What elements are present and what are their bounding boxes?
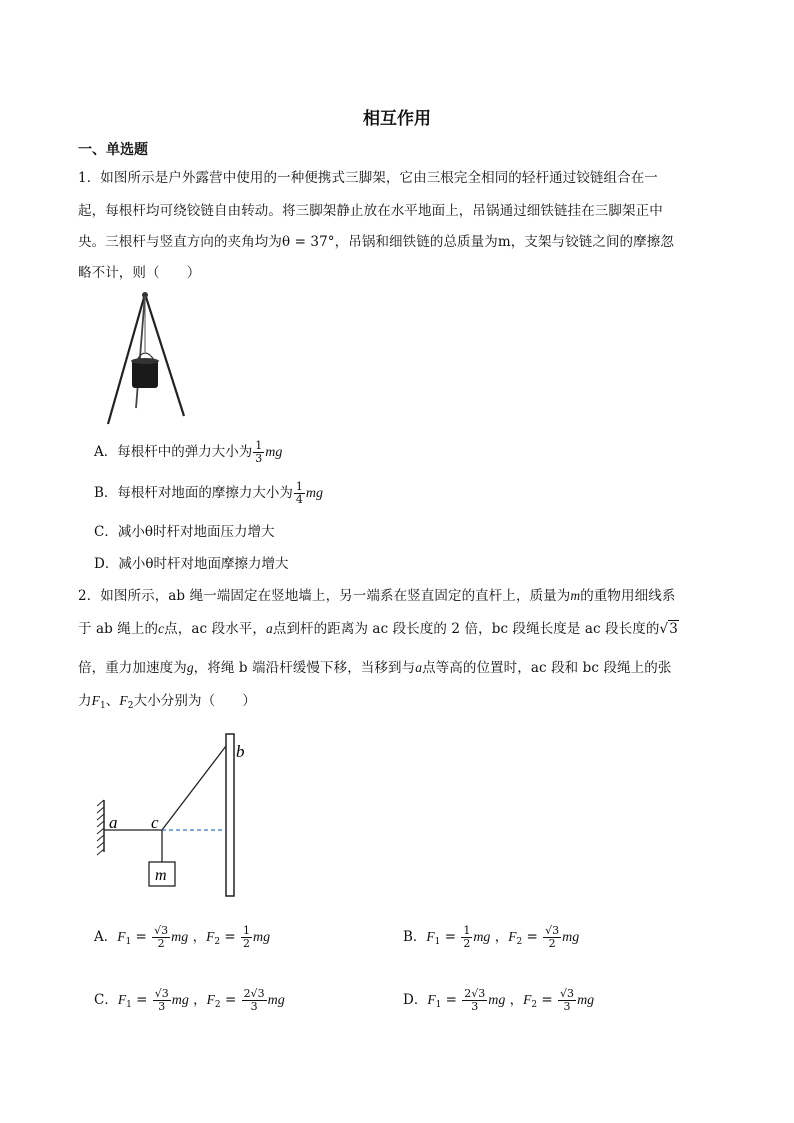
subscript: 2 <box>516 937 523 947</box>
math-a: a <box>265 621 273 636</box>
q2-line-2-text: 于 ab 绳上的 <box>78 621 159 637</box>
math-F1: F <box>117 992 127 1007</box>
label-c: c <box>151 813 159 832</box>
math-F1: F <box>427 992 436 1007</box>
mg-symbol: mg <box>562 930 580 945</box>
q2-option-a[interactable]: A．$F_1$ = $\frac{√3}{2}$ mg ，$F_2$ = $\frac{1}{2}$ mg <box>94 924 271 950</box>
subscript: 1 <box>126 1000 132 1010</box>
q1-option-c[interactable]: C．减小θ时杆对地面压力增大 <box>94 524 275 540</box>
fraction-numerator: 1 <box>463 924 471 937</box>
fraction-denominator: 2 <box>157 937 165 950</box>
q2-line-4-sep: 、 <box>105 693 120 709</box>
fraction <box>242 988 267 1013</box>
separator: ， <box>193 992 207 1008</box>
q1-line-2: 起，每根杆均可绕铰链自由转动。将三脚架静止放在水平地面上，吊锅通过细铁链挂在三脚架正中 <box>78 203 663 219</box>
mg-symbol: mg <box>473 930 491 945</box>
q2-line-4-text-end: 大小分别为（ ） <box>133 693 256 709</box>
q2-line-3 <box>78 656 671 676</box>
fraction <box>558 988 576 1013</box>
q1-line-3: 央。三根杆与竖直方向的夹角均为θ = 37°，吊锅和细铁链的总质量为m，支架与铰链之间的摩擦忽 <box>78 234 674 250</box>
q2-option-c[interactable]: C．$F_1$ = $\frac{√3}{3}$ mg ，$F_2$ = $\frac{2√3}{3}$ mg <box>94 987 285 1013</box>
subscript: 2 <box>214 937 221 947</box>
q1-option-a[interactable] <box>94 440 282 465</box>
mg-symbol: mg <box>577 993 595 1008</box>
fraction-denominator: 3 <box>563 1000 571 1013</box>
mg-symbol: mg <box>171 930 189 945</box>
subscript: 2 <box>127 701 134 711</box>
fraction-numerator: √3 <box>154 987 169 1000</box>
subscript: 1 <box>434 937 441 947</box>
fraction-numerator: √3 <box>545 924 560 937</box>
fraction-denominator: 3 <box>255 452 263 465</box>
q1-option-a-text: A．每根杆中的弹力大小为 <box>94 444 253 460</box>
q2-line-1 <box>78 584 675 604</box>
fraction-denominator: 2 <box>242 937 250 950</box>
subscript: 1 <box>99 701 106 711</box>
mg-symbol: mg <box>267 993 285 1008</box>
mg-symbol: mg <box>252 930 271 945</box>
fraction-denominator: 4 <box>295 493 303 506</box>
q2-line-3-text-mid: ，将绳 b 端沿杆缓慢下移，当移到与 <box>193 660 416 676</box>
q1-option-b[interactable] <box>94 481 323 506</box>
math-F1: F <box>91 693 100 708</box>
fraction <box>152 925 170 950</box>
q2-line-1-text: 2．如图所示，ab 绳一端固定在竖地墙上，另一端系在竖直固定的直杆上，质量为 <box>78 588 571 604</box>
fraction <box>294 481 305 506</box>
q2-option-d[interactable]: D．$F_1$ = $\frac{2√3}{3}$ mg ，$F_2$ = $\frac{√3}{3}$ mg <box>403 987 595 1013</box>
page-title: 相互作用 <box>363 109 431 129</box>
math-g: g <box>186 660 194 675</box>
q2-line-3-text: 倍，重力加速度为 <box>78 660 187 676</box>
option-label: C． <box>94 992 118 1008</box>
q2-line-4-text: 力 <box>78 693 92 709</box>
math-m: m <box>570 588 581 603</box>
fraction <box>253 440 264 465</box>
fraction-numerator: 2√3 <box>243 987 265 1000</box>
math-F2: F <box>206 992 215 1007</box>
fraction <box>462 988 487 1013</box>
q1-option-b-text: B．每根杆对地面的摩擦力大小为 <box>94 485 293 501</box>
subscript: 2 <box>531 1000 538 1010</box>
mg-symbol: mg <box>265 445 283 460</box>
fraction <box>241 925 252 950</box>
option-label: A． <box>94 929 118 945</box>
subscript: 1 <box>125 937 132 947</box>
q2-line-1-text-end: 的重物用细线系 <box>580 588 676 604</box>
fraction <box>461 925 472 950</box>
math-F2: F <box>206 929 215 944</box>
separator: ， <box>192 929 207 945</box>
q1-line-4: 略不计，则（ ） <box>78 265 201 281</box>
q2-line-2 <box>78 617 679 637</box>
fraction <box>153 988 171 1013</box>
q2-option-b[interactable]: B．$F_1$ = $\frac{1}{2}$ mg ，$F_2$ = $\frac{√3}{2}$ mg <box>403 924 580 950</box>
mg-symbol: mg <box>171 993 189 1008</box>
separator: ， <box>509 992 524 1008</box>
separator: ， <box>494 929 509 945</box>
fraction-numerator: √3 <box>154 924 169 937</box>
label-b: b <box>236 742 245 761</box>
math-F1: F <box>117 929 126 944</box>
math-F1: F <box>426 929 435 944</box>
fraction <box>543 925 561 950</box>
fraction-denominator: 3 <box>250 1000 258 1013</box>
fraction-numerator: 2√3 <box>464 987 486 1000</box>
q1-line-1: 1．如图所示是户外露营中使用的一种便携式三脚架，它由三根完全相同的轻杆通过铰链组合在一 <box>78 170 658 186</box>
q1-option-d[interactable]: D．减小θ时杆对地面摩擦力增大 <box>94 556 289 572</box>
fraction-denominator: 3 <box>471 1000 479 1013</box>
q2-line-4 <box>78 689 256 711</box>
fraction-numerator: 1 <box>255 439 263 452</box>
label-m: m <box>155 867 167 884</box>
label-a: a <box>109 813 118 832</box>
sqrt-radicand: 3 <box>669 621 678 637</box>
fraction-numerator: 1 <box>295 480 303 493</box>
fraction-denominator: 3 <box>158 1000 166 1013</box>
math-F2: F <box>508 929 517 944</box>
option-label: D． <box>403 992 428 1008</box>
math-a: a <box>415 660 423 675</box>
fraction-denominator: 2 <box>463 937 471 950</box>
math-c: c <box>158 621 165 636</box>
option-label: B． <box>403 929 427 945</box>
rope-diagram <box>94 730 254 900</box>
section-heading: 一、单选题 <box>78 142 148 158</box>
q2-line-2-text-mid: 点，ac 段水平， <box>164 621 266 637</box>
q2-line-2-text-end: 点到杆的距离为 ac 段长度的 2 倍，bc 段绳长度是 ac 段长度的 <box>272 621 660 637</box>
fraction-denominator: 2 <box>548 937 556 950</box>
sqrt-symbol: √3 <box>659 621 678 637</box>
fraction-numerator: √3 <box>560 987 575 1000</box>
mg-symbol: mg <box>305 486 324 501</box>
fraction-numerator: 1 <box>242 924 250 937</box>
math-F2: F <box>119 693 128 708</box>
q2-line-3-text-end: 点等高的位置时，ac 段和 bc 段绳上的张 <box>422 660 672 676</box>
subscript: 2 <box>214 1000 221 1010</box>
tripod-figure <box>100 290 190 430</box>
math-F2: F <box>523 992 532 1007</box>
mg-symbol: mg <box>488 993 506 1008</box>
subscript: 1 <box>435 1000 442 1010</box>
